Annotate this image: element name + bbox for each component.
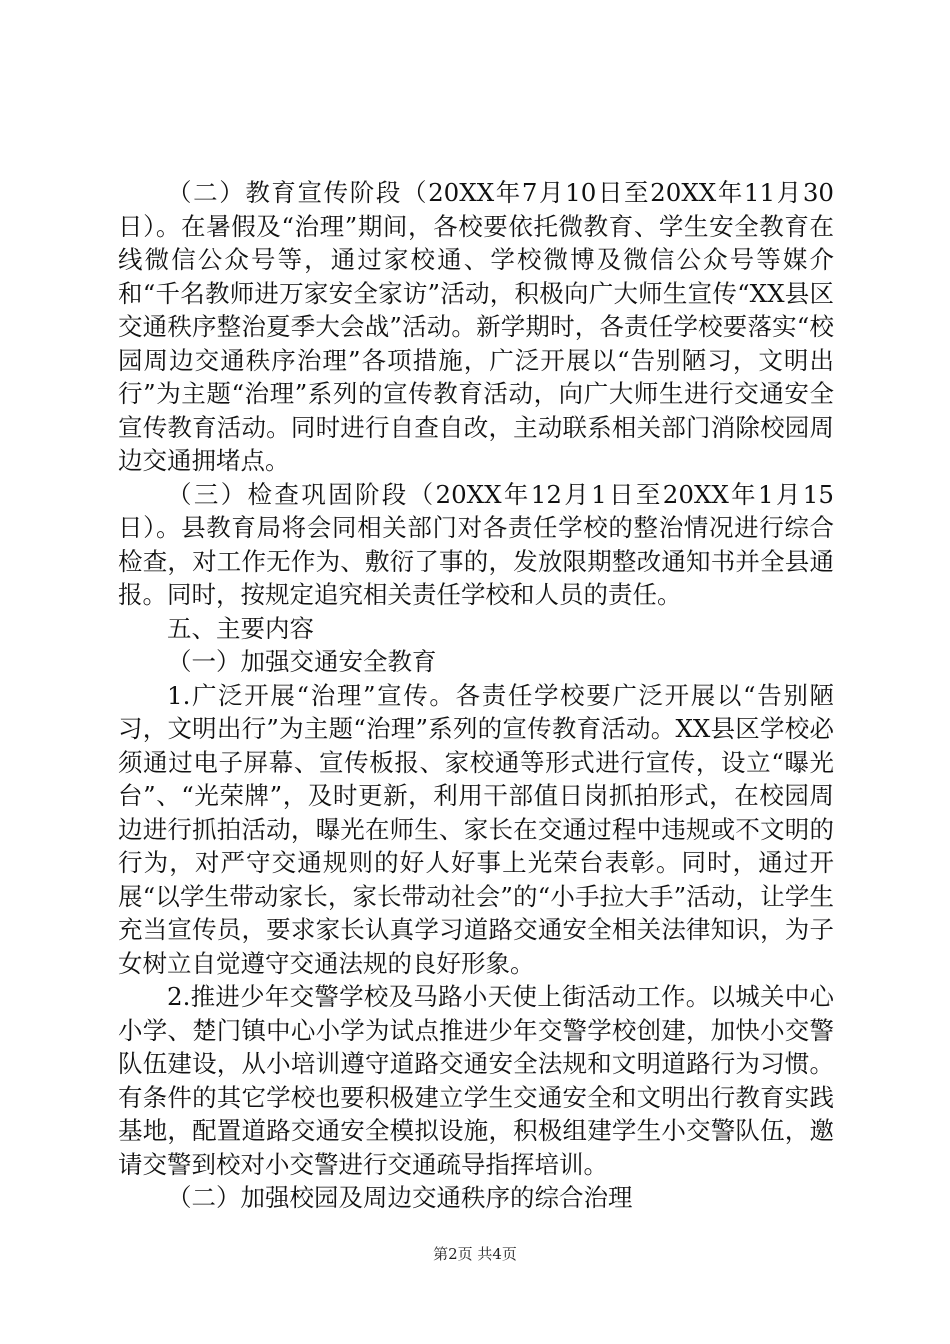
document-body bbox=[118, 176, 834, 1215]
paragraph-education-stage: （二）教育宣传阶段（20XX年7月10日至20XX年11月30日）。在暑假及“治理”期间，各校要依托微教育、学生安全教育在线微信公众号等，通过家校通、学校微博及微信公众号等媒介和“千名教师进万家安全家访”活动，积极向广大师生宣传“XX县区交通秩序整治夏季大会战”活动。新学期时，各责任学校要落实“校园周边交通秩序治理”各项措施，广泛开展以“告别陋习，文明出行”为主题“治理”系列的宣传教育活动，向广大师生进行交通安全宣传教育活动。同时进行自查自改，主动联系相关部门消除校园周边交通拥堵点。 bbox=[118, 178, 834, 475]
page-number-footer: 第2页 共4页 bbox=[433, 1245, 517, 1263]
paragraph-item-1: 1.广泛开展“治理”宣传。各责任学校要广泛开展以“告别陋习，文明出行”为主题“治理”系列的宣传教育活动。XX县区学校必须通过电子屏幕、宣传板报、家校通等形式进行宣传，设立“曝光台”、“光荣牌”，及时更新，利用干部值日岗抓拍形式，在校园周边进行抓拍活动，曝光在师生、家长在交通过程中违规或不文明的行为，对严守交通规则的好人好事上光荣台表彰。同时，通过开展“以学生带动家长，家长带动社会”的“小手拉大手”活动，让学生充当宣传员，要求家长认真学习道路交通安全相关法律知识，为子女树立自觉遵守交通法规的良好形象。 bbox=[118, 680, 834, 978]
paragraph-inspection-stage: （三）检查巩固阶段（20XX年12月1日至20XX年1月15日）。县教育局将会同相关部门对各责任学校的整治情况进行综合检查，对工作无作为、敷衍了事的，发放限期整改通知书并全县通报。同时，按规定追究相关责任学校和人员的责任。 bbox=[118, 479, 834, 609]
subheading-campus-traffic-governance: （二）加强校园及周边交通秩序的综合治理 bbox=[167, 1183, 633, 1212]
section-heading-main-content: 五、主要内容 bbox=[167, 613, 314, 643]
paragraph-item-2: 2.推进少年交警学校及马路小天使上街活动工作。以城关中心小学、楚门镇中心小学为试点推进少年交警学校创建，加快小交警队伍建设，从小培训遵守道路交通安全法规和文明道路行为习惯。有条件的其它学校也要积极建立学生交通安全和文明出行教育实践基地，配置道路交通安全模拟设施，积极组建学生小交警队伍，邀请交警到校对小交警进行交通疏导指挥培训。 bbox=[118, 982, 834, 1179]
subheading-traffic-safety-education: （一）加强交通安全教育 bbox=[167, 647, 437, 676]
